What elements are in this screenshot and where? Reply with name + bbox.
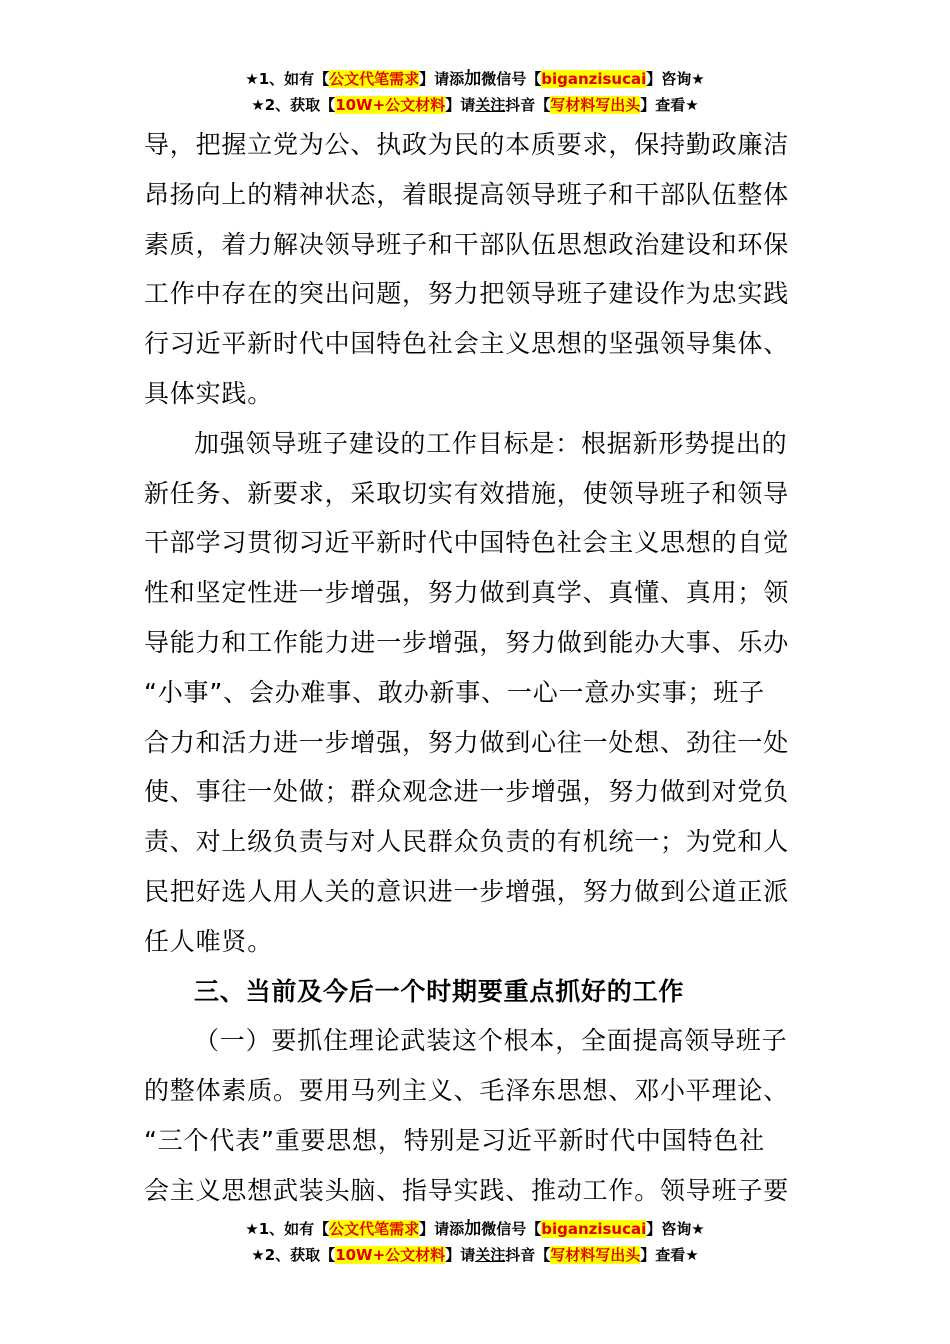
service-highlight: 公文代笔需求 (329, 70, 420, 88)
header-promo-banner (0, 66, 950, 118)
materials-highlight: 10W+公文材料 (335, 1246, 446, 1264)
douyin-account-highlight: 写材料写出头 (550, 1246, 641, 1264)
promo-line-2: ★2、获取【10W+公文材料】请关注抖音【写材料写出头】查看★ (251, 1246, 699, 1264)
promo-line-2: ★2、获取【10W+公文材料】请关注抖音【写材料写出头】查看★ (251, 96, 699, 114)
douyin-account-highlight: 写材料写出头 (550, 96, 641, 114)
service-highlight: 公文代笔需求 (329, 1220, 420, 1238)
materials-highlight: 10W+公文材料 (335, 96, 446, 114)
footer-promo-banner (0, 1216, 950, 1268)
wechat-id-highlight: biganzisucai (541, 1220, 647, 1238)
document-body (144, 120, 810, 1216)
promo-line-1: ★1、如有【公文代笔需求】请添加微信号【biganzisucai】咨询★ (245, 1219, 705, 1239)
wechat-id-highlight: biganzisucai (541, 70, 647, 88)
paragraph-2-work-goals: 加强领导班子建设的工作目标是：根据新形势提出的 新任务、新要求，采取切实有效措施，使领导班子和领导 干部学习贯彻习近平新时代中国特色社会主义思想的自觉 性和坚定性进一步增强，努力做到真学、真懂、真用；领 导能力和工作能力进一步增强，努力做到能办大事、乐办 “小事”、会办难事、敢办新事、一心一意办实事；班子 合力和活力进一步增强，努力做到心往一处想、劲往一处 使、事往一处做；群众观念进一步增强，努力做到对党负 责、对上级负责与对人民群众负责的有机统一；为党和人 民把好选人用人关的意识进一步增强，努力做到公道正派 任人唯贤。 (144, 428, 790, 956)
section-heading: 三、当前及今后一个时期要重点抓好的工作 (194, 976, 685, 1006)
paragraph-1: 导，把握立党为公、执政为民的本质要求，保持勤政廉洁 昂扬向上的精神状态，着眼提高领导班子和干部队伍整体 素质，着力解决领导班子和干部队伍思想政治建设和环保 工作中存在的突出问题，努力把领导班子建设作为忠实践 行习近平新时代中国特色社会主义思想的坚强领导集体、 具体实践。 (144, 130, 790, 408)
promo-line-1: ★1、如有【公文代笔需求】请添加微信号【biganzisucai】咨询★ (245, 69, 705, 89)
paragraph-3: （一）要抓住理论武装这个根本，全面提高领导班子 的整体素质。要用马列主义、毛泽东思想、邓小平理论、 “三个代表”重要思想，特别是习近平新时代中国特色社 会主义思想武装头脑、指导实践、推动工作。领导班子要 (144, 1026, 790, 1205)
